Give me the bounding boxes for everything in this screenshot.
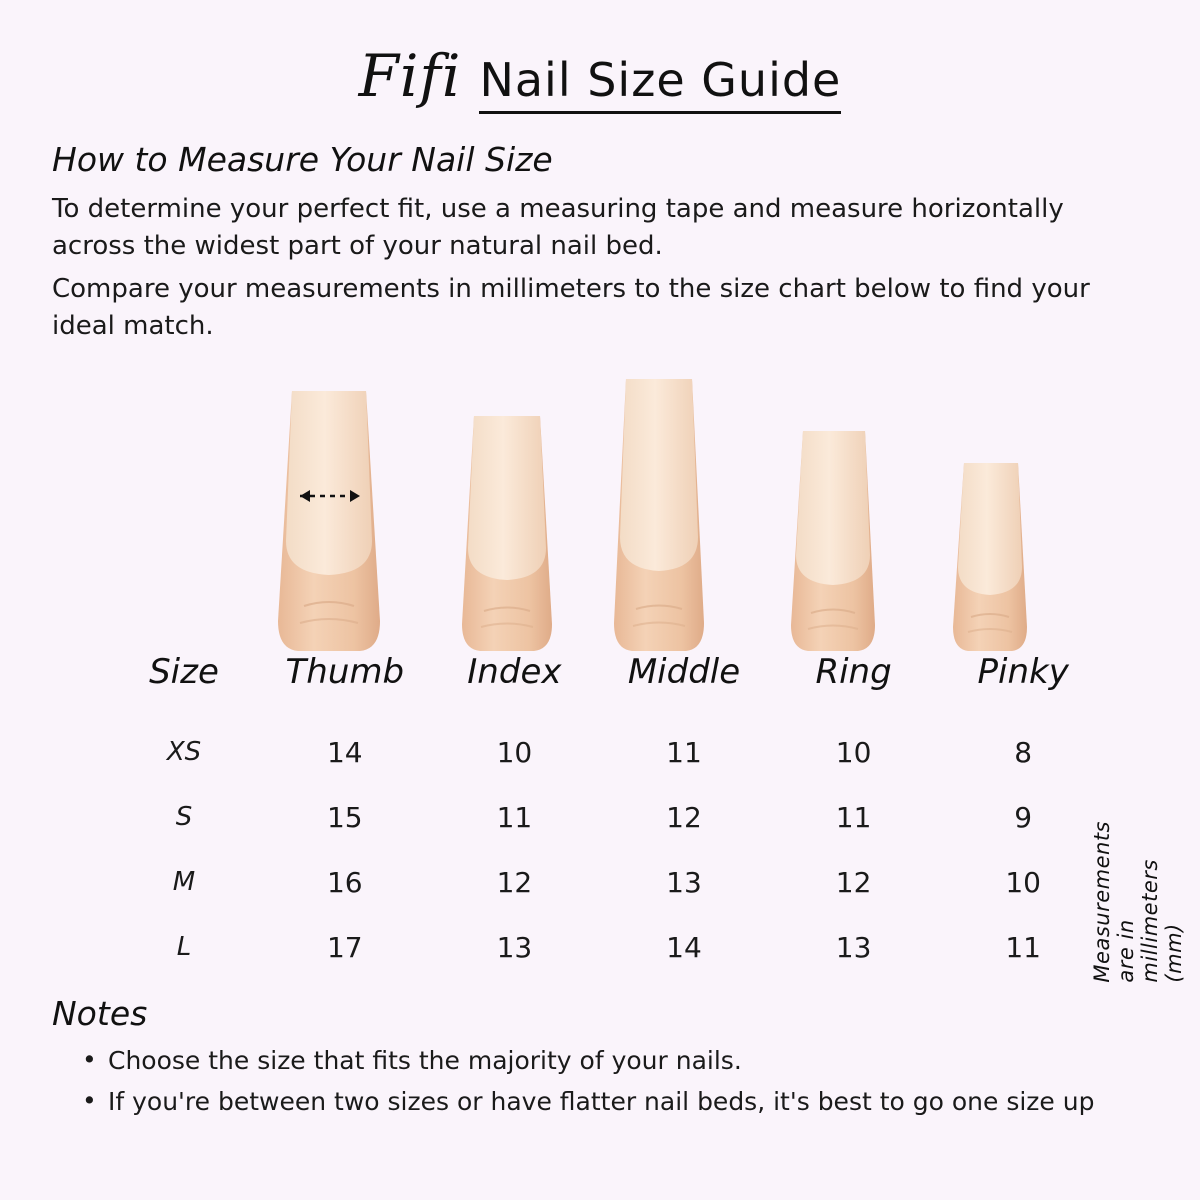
page-title: Nail Size Guide bbox=[479, 53, 841, 114]
size-table bbox=[108, 651, 1108, 980]
cell-pinky: 10 bbox=[1005, 865, 1041, 899]
list-item: • If you're between two sizes or have flatter nail beds, it's best to go one size up bbox=[82, 1084, 1148, 1120]
notes-section bbox=[0, 980, 1200, 1120]
table-header-row bbox=[108, 651, 1108, 720]
column-header-thumb: Thumb bbox=[285, 651, 405, 692]
column-header-ring: Ring bbox=[815, 651, 892, 692]
cell-index: 10 bbox=[496, 735, 533, 769]
cell-ring: 11 bbox=[835, 800, 872, 834]
cell-pinky: 11 bbox=[1005, 930, 1041, 964]
column-header-size: Size bbox=[149, 651, 219, 692]
cell-pinky: 9 bbox=[1014, 800, 1033, 834]
list-item: • Choose the size that fits the majority of your nails. bbox=[82, 1043, 1148, 1079]
measurement-unit-note: Measurements are in millimeters (mm) bbox=[1090, 820, 1186, 983]
nail-index-illustration bbox=[452, 416, 562, 651]
row-size-label: S bbox=[175, 802, 193, 833]
column-header-middle: Middle bbox=[627, 651, 741, 692]
cell-middle: 12 bbox=[666, 800, 702, 834]
row-size-label: XS bbox=[166, 737, 202, 768]
cell-middle: 11 bbox=[666, 735, 702, 769]
table-row bbox=[108, 850, 1108, 915]
nail-ring-illustration bbox=[781, 431, 885, 651]
intro-paragraph-1: To determine your perfect fit, use a measuring tape and measure horizontally across the widest part of your natural nail bed. bbox=[52, 194, 1064, 261]
size-table-section bbox=[0, 651, 1200, 983]
column-header-index: Index bbox=[467, 651, 562, 692]
intro-paragraph-2: Compare your measurements in millimeters to the size chart below to find your ideal match. bbox=[52, 273, 1090, 341]
cell-middle: 14 bbox=[666, 930, 702, 964]
nail-thumb-illustration bbox=[268, 391, 390, 651]
intro-heading: How to Measure Your Nail Size bbox=[52, 140, 553, 179]
row-size-label: M bbox=[172, 867, 196, 898]
nail-pinky-illustration bbox=[944, 463, 1036, 651]
intro-section bbox=[0, 114, 1200, 345]
cell-index: 13 bbox=[496, 930, 533, 964]
nail-middle-illustration bbox=[602, 379, 714, 651]
nail-illustrations bbox=[0, 351, 1200, 651]
cell-ring: 10 bbox=[835, 735, 872, 769]
cell-ring: 13 bbox=[835, 930, 872, 964]
table-row bbox=[108, 915, 1108, 980]
cell-ring: 12 bbox=[835, 865, 872, 899]
page-header bbox=[0, 0, 1200, 114]
cell-pinky: 8 bbox=[1014, 735, 1033, 769]
cell-index: 12 bbox=[496, 865, 533, 899]
notes-heading: Notes bbox=[52, 993, 148, 1033]
cell-index: 11 bbox=[496, 800, 533, 834]
cell-thumb: 16 bbox=[326, 865, 363, 899]
column-header-pinky: Pinky bbox=[977, 651, 1069, 692]
row-size-label: L bbox=[176, 932, 192, 963]
table-row bbox=[108, 720, 1108, 785]
brand-name: Fifi bbox=[358, 42, 462, 110]
table-row bbox=[108, 785, 1108, 850]
cell-middle: 13 bbox=[666, 865, 702, 899]
notes-list bbox=[52, 1043, 1148, 1120]
cell-thumb: 17 bbox=[326, 930, 363, 964]
cell-thumb: 14 bbox=[326, 735, 363, 769]
cell-thumb: 15 bbox=[326, 800, 363, 834]
